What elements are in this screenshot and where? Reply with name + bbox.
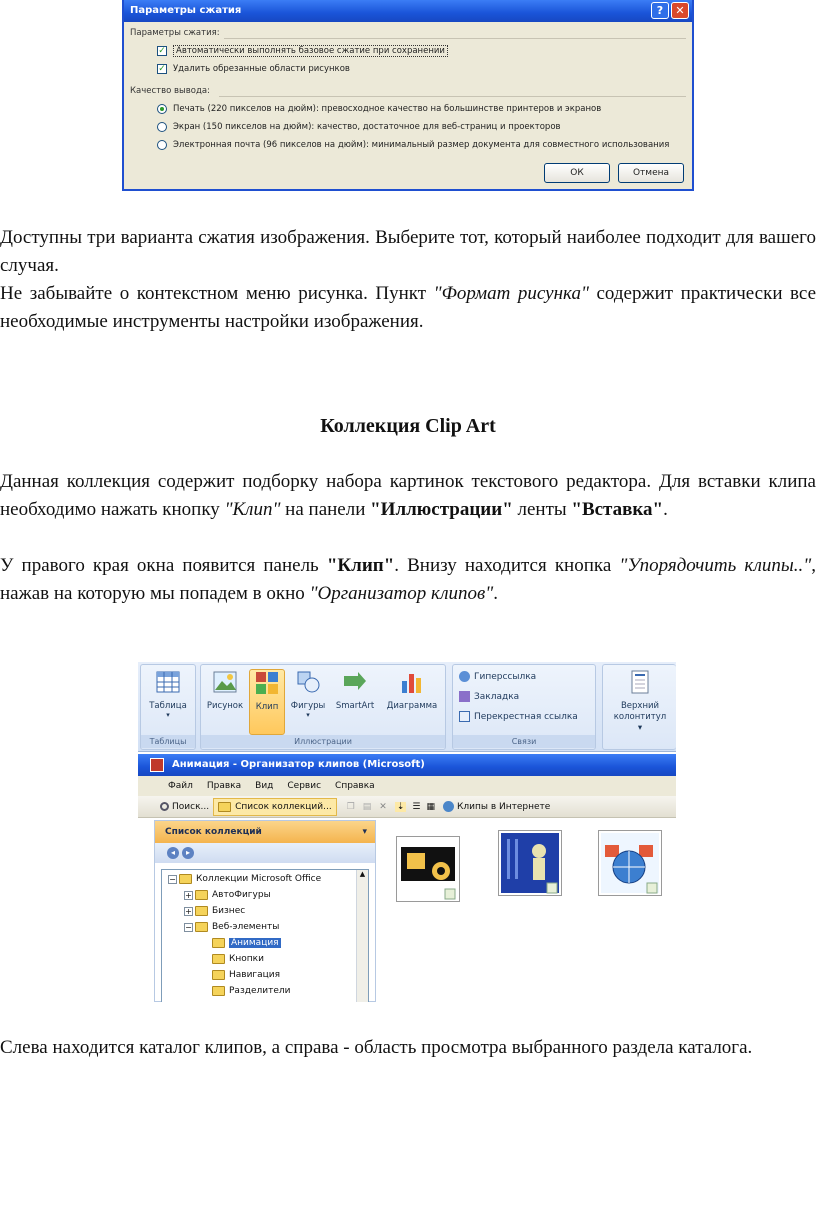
close-button[interactable]: ✕ bbox=[671, 2, 689, 19]
smartart-label: SmartArt bbox=[335, 701, 375, 711]
p3-text-a: Данная коллекция содержит подборку набора картинок текстового редактора. Для вставки клипа необходимо нажать кнопку bbox=[0, 471, 816, 520]
clip-thumbnail[interactable] bbox=[498, 830, 562, 896]
auto-compress-option[interactable] bbox=[157, 45, 448, 57]
tree-scrollbar[interactable] bbox=[356, 870, 368, 1002]
chevron-down-icon: ▾ bbox=[306, 711, 310, 719]
picture-label: Рисунок bbox=[206, 701, 244, 711]
clip-organizer-screenshot bbox=[138, 662, 676, 1002]
globe-network-clip-icon bbox=[599, 831, 661, 895]
tree-label-navigation: Навигация bbox=[229, 970, 281, 980]
p4-text-c: . Внизу находится кнопка bbox=[394, 555, 620, 576]
output-group-label: Качество вывода: bbox=[130, 86, 210, 96]
tree-label-root: Коллекции Microsoft Office bbox=[196, 874, 322, 884]
header-button[interactable] bbox=[605, 669, 675, 734]
copy-icon[interactable]: ❐ bbox=[346, 801, 355, 812]
compression-dialog bbox=[122, 0, 694, 191]
clip-thumbnail[interactable] bbox=[396, 836, 460, 902]
folder-icon bbox=[195, 890, 208, 900]
tree-item-navigation[interactable] bbox=[212, 968, 280, 982]
p3-insert: "Вставка" bbox=[571, 499, 664, 520]
bookmark-label: Закладка bbox=[474, 691, 520, 702]
globe-link-icon bbox=[459, 671, 470, 682]
meeting-clip-icon bbox=[499, 831, 561, 895]
crossref-icon bbox=[459, 711, 470, 722]
paragraph-catalog-description: Слева находится каталог клипов, а справа - область просмотра выбранного раздела каталога. bbox=[0, 1037, 753, 1058]
links-group bbox=[452, 664, 596, 750]
cancel-button[interactable]: Отмена bbox=[618, 163, 684, 183]
header-footer-group bbox=[602, 664, 676, 750]
section-heading: Коллекция Clip Art bbox=[320, 415, 496, 437]
smartart-icon bbox=[342, 669, 368, 695]
auto-compress-label: Автоматически выполнять базовое сжатие при сохранении bbox=[173, 45, 448, 57]
tree-label-dividers: Разделители bbox=[229, 986, 291, 996]
group-divider bbox=[224, 38, 686, 39]
globe-icon bbox=[443, 801, 454, 812]
tree-label-web: Веб-элементы bbox=[212, 922, 280, 932]
online-clips-label: Клипы в Интернете bbox=[456, 801, 551, 812]
crossref-button[interactable] bbox=[459, 711, 578, 722]
pane-nav bbox=[155, 843, 375, 863]
clip-organizer-window bbox=[138, 754, 676, 1002]
bookmark-icon bbox=[459, 691, 470, 702]
header-icon bbox=[627, 669, 653, 695]
pane-header bbox=[155, 821, 375, 843]
table-icon bbox=[155, 669, 181, 695]
help-button[interactable]: ? bbox=[651, 2, 669, 19]
clip-label: Клип bbox=[255, 702, 279, 712]
illustrations-group-label: Иллюстрации bbox=[201, 735, 445, 748]
collection-tree bbox=[161, 869, 369, 1002]
p3-text-e: ленты bbox=[512, 499, 572, 520]
group-divider bbox=[219, 96, 686, 97]
delete-cropped-option[interactable] bbox=[157, 64, 350, 74]
tree-label-animation: Анимация bbox=[231, 938, 279, 948]
picture-icon bbox=[212, 669, 238, 695]
tables-group bbox=[140, 664, 196, 750]
p3-text-g: . bbox=[663, 499, 668, 520]
picture-button[interactable] bbox=[203, 669, 247, 711]
shapes-icon bbox=[295, 669, 321, 695]
folder-icon bbox=[179, 874, 192, 884]
menu-tools[interactable]: Сервис bbox=[287, 781, 322, 791]
paragraph-context-menu bbox=[0, 280, 816, 336]
tree-item-business[interactable] bbox=[184, 904, 245, 918]
ribbon bbox=[138, 662, 676, 752]
folder-icon bbox=[212, 986, 225, 996]
delete-icon[interactable]: ✕ bbox=[379, 801, 387, 812]
sort-icon[interactable]: ⇣ bbox=[396, 801, 405, 812]
bookmark-button[interactable] bbox=[459, 691, 519, 702]
radio-selected-icon[interactable] bbox=[157, 104, 167, 114]
ok-button[interactable]: ОК bbox=[544, 163, 610, 183]
clip-art-icon bbox=[254, 670, 280, 696]
p2-text-a: Не забывайте о контекстном меню рисунка. Пункт bbox=[0, 283, 434, 304]
organizer-title: Анимация - Организатор клипов (Microsoft) bbox=[172, 759, 425, 770]
compression-group-label: Параметры сжатия: bbox=[130, 28, 220, 38]
list-view-icon[interactable]: ☰ bbox=[412, 801, 421, 812]
p4-clip: "Клип" bbox=[326, 555, 395, 576]
tree-item-web[interactable] bbox=[184, 920, 279, 934]
pane-title: Список коллекций bbox=[165, 827, 262, 837]
tables-group-label: Таблицы bbox=[141, 735, 195, 748]
illustrations-group bbox=[200, 664, 446, 750]
menu-view[interactable]: Вид bbox=[255, 781, 274, 791]
menu-file[interactable]: Файл bbox=[168, 781, 193, 791]
tree-item-animation[interactable] bbox=[212, 936, 281, 950]
dialog-title-bar bbox=[124, 0, 692, 22]
checkbox-checked-icon[interactable]: ✓ bbox=[158, 46, 166, 56]
screen-quality-label: Экран (150 пикселов на дюйм): качество, достаточное для веб-страниц и проекторов bbox=[173, 122, 561, 132]
p3-text-c: на панели bbox=[280, 499, 371, 520]
collection-list-label: Список коллекций... bbox=[235, 801, 332, 812]
search-label: Поиск... bbox=[172, 801, 210, 812]
radio-icon[interactable] bbox=[157, 140, 167, 150]
table-label: Таблица bbox=[149, 701, 187, 711]
search-button[interactable] bbox=[156, 798, 213, 816]
hyperlink-button[interactable] bbox=[459, 671, 536, 682]
chart-label: Диаграмма bbox=[386, 701, 438, 711]
p3-illustrations: "Иллюстрации" bbox=[370, 499, 513, 520]
shapes-label: Фигуры bbox=[290, 701, 326, 711]
chevron-down-icon: ▾ bbox=[166, 711, 170, 719]
radio-icon[interactable] bbox=[157, 122, 167, 132]
folder-icon bbox=[218, 802, 231, 812]
p2-text-c: содержит практически все необходимые инструменты настройки изображения. bbox=[0, 283, 816, 332]
forward-icon[interactable]: ▸ bbox=[182, 847, 194, 859]
gears-clip-icon bbox=[397, 837, 459, 901]
tree-item-buttons[interactable] bbox=[212, 952, 264, 966]
collection-list-pane bbox=[154, 820, 376, 1002]
p4-text-a: У правого края окна появится панель bbox=[0, 555, 327, 576]
delete-cropped-label: Удалить обрезанные области рисунков bbox=[173, 64, 350, 74]
tree-label-autoshapes: АвтоФигуры bbox=[212, 890, 271, 900]
folder-icon bbox=[212, 938, 225, 948]
menu-bar bbox=[138, 776, 676, 796]
expand-icon[interactable]: + bbox=[185, 906, 192, 916]
checkbox-checked-icon[interactable]: ✓ bbox=[158, 64, 166, 74]
collection-list-button[interactable] bbox=[213, 798, 337, 816]
clip-thumbnail[interactable] bbox=[598, 830, 662, 896]
folder-icon bbox=[195, 906, 208, 916]
back-icon[interactable]: ◂ bbox=[167, 847, 179, 859]
paragraph-clip-panel bbox=[0, 552, 816, 608]
tree-item-autoshapes[interactable] bbox=[184, 888, 271, 902]
paragraph-compression-options: Доступны три варианта сжатия изображения. Выберите тот, который наиболее подходит для вашего случая. bbox=[0, 227, 816, 276]
print-quality-label: Печать (220 пикселов на дюйм): превосходное качество на большинстве принтеров и экранов bbox=[173, 104, 602, 114]
links-group-label: Связи bbox=[453, 735, 595, 748]
organizer-title-bar bbox=[138, 754, 676, 776]
smartart-button[interactable] bbox=[331, 669, 379, 711]
chart-button[interactable] bbox=[381, 669, 443, 711]
shapes-button[interactable] bbox=[287, 669, 329, 719]
print-quality-option[interactable] bbox=[157, 104, 601, 114]
collapse-icon[interactable]: − bbox=[169, 874, 176, 884]
table-button[interactable] bbox=[145, 669, 191, 719]
menu-help[interactable]: Справка bbox=[335, 781, 375, 791]
screen-quality-option[interactable] bbox=[157, 122, 561, 132]
chart-icon bbox=[399, 669, 425, 695]
paste-icon[interactable]: ▤ bbox=[362, 801, 372, 812]
tree-item-root[interactable] bbox=[168, 872, 321, 886]
p2-format-picture: "Формат рисунка" bbox=[433, 283, 589, 304]
p4-organize-clips: "Упорядочить клипы.." bbox=[619, 555, 812, 576]
tree-label-buttons: Кнопки bbox=[229, 954, 264, 964]
chevron-down-icon[interactable]: ▾ bbox=[362, 827, 367, 837]
hyperlink-label: Гиперссылка bbox=[474, 671, 537, 682]
scroll-up-icon[interactable]: ▲ bbox=[359, 870, 366, 878]
crossref-label: Перекрестная ссылка bbox=[474, 711, 578, 722]
p4-clip-organizer: "Организатор клипов" bbox=[309, 583, 494, 604]
tree-item-dividers[interactable] bbox=[212, 984, 290, 998]
header-label: Верхний колонтитул ▾ bbox=[613, 701, 667, 733]
menu-edit[interactable]: Правка bbox=[206, 781, 242, 791]
organizer-toolbar bbox=[138, 796, 676, 818]
folder-icon bbox=[212, 954, 225, 964]
p3-clip: "Клип" bbox=[224, 499, 281, 520]
paragraph-clipart-collection bbox=[0, 468, 816, 524]
clip-button[interactable] bbox=[249, 669, 285, 735]
collapse-icon[interactable]: − bbox=[185, 922, 192, 932]
tree-label-business: Бизнес bbox=[212, 906, 246, 916]
search-icon bbox=[160, 802, 169, 811]
folder-icon bbox=[195, 922, 208, 932]
p4-text-g: . bbox=[493, 583, 499, 604]
grid-view-icon[interactable]: ▦ bbox=[426, 801, 435, 812]
email-quality-label: Электронная почта (96 пикселов на дюйм): минимальный размер документа для совместного использования bbox=[173, 140, 670, 150]
expand-icon[interactable]: + bbox=[185, 890, 192, 900]
folder-icon bbox=[212, 970, 225, 980]
email-quality-option[interactable] bbox=[157, 140, 669, 150]
p4-text-e: , нажав на которую мы попадем в окно bbox=[0, 555, 816, 604]
app-icon bbox=[150, 758, 164, 772]
online-clips-button[interactable] bbox=[439, 798, 554, 816]
dialog-title: Параметры сжатия bbox=[130, 5, 242, 16]
